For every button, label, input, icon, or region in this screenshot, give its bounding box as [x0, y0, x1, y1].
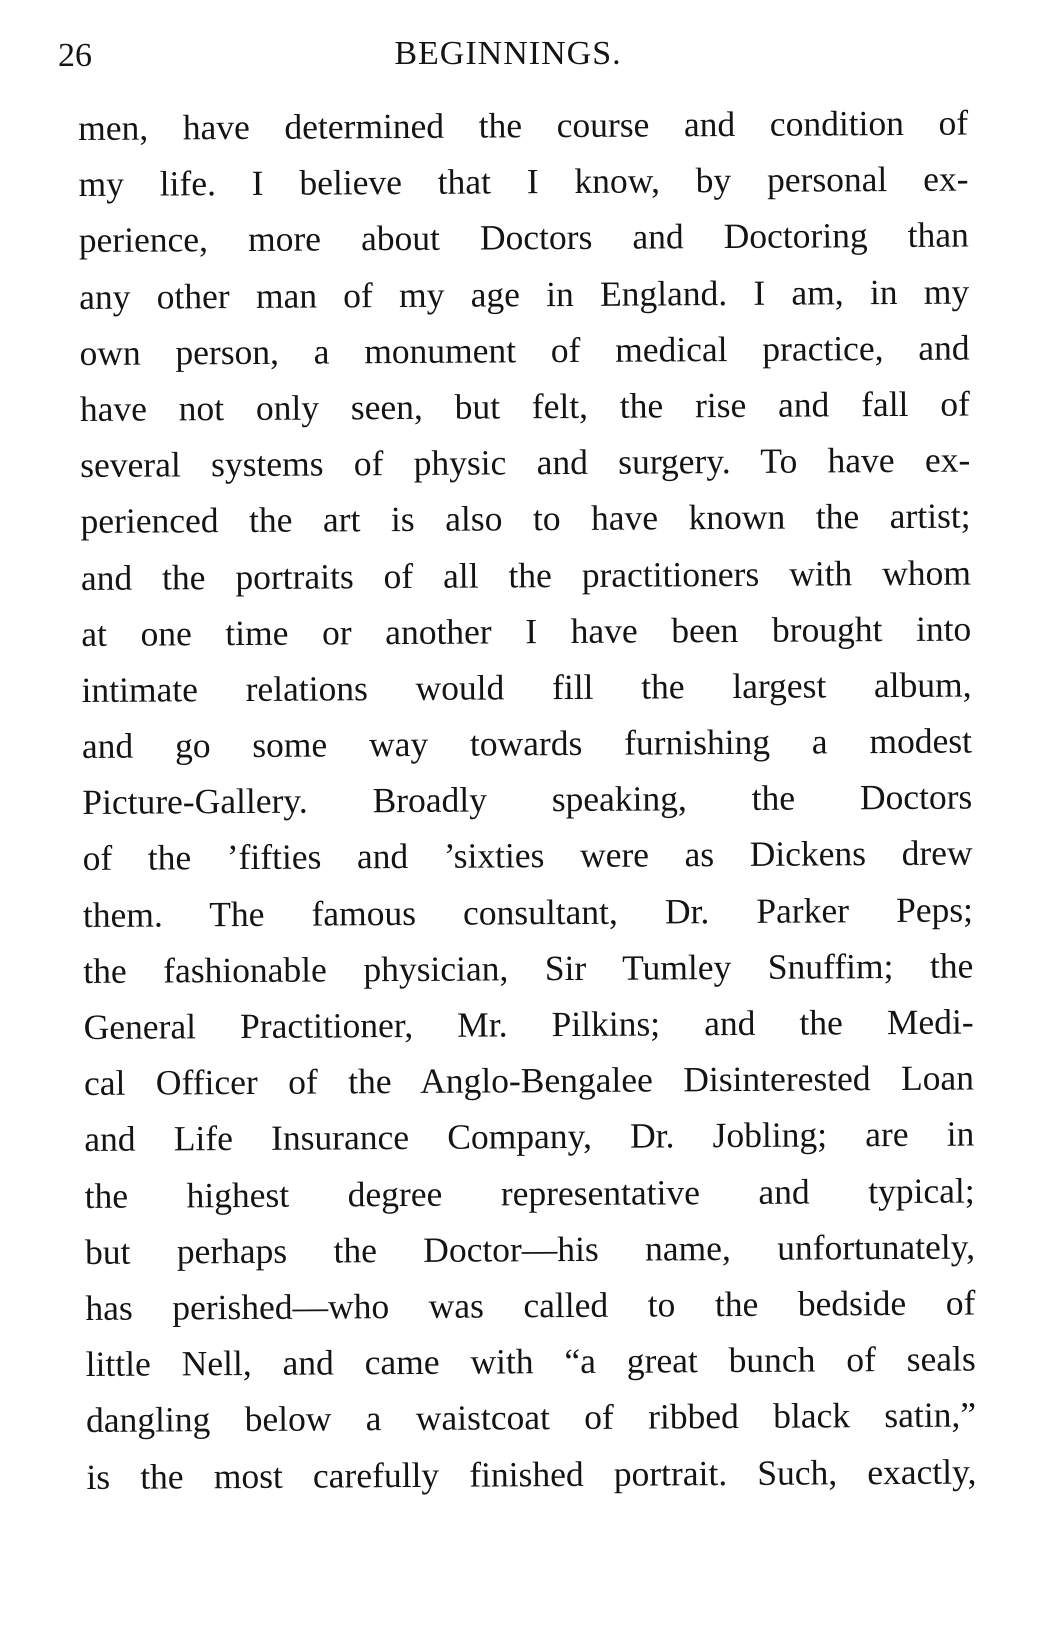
text-line: perienced the art is also to have known the artist; — [80, 495, 971, 542]
text-line: and the portraits of all the practitioners with whom — [80, 552, 972, 598]
body-text — [78, 95, 977, 1505]
text-line: my life. I believe that I know, by personal ex- — [78, 158, 969, 205]
text-line: General Practitioner, Mr. Pilkins; and the Medi- — [83, 1001, 974, 1047]
text-line: is the most carefully finished portrait. Such, exactly, — [86, 1451, 977, 1497]
text-line: and Life Insurance Company, Dr. Jobling; are in — [84, 1113, 975, 1160]
text-line: the fashionable physician, Sir Tumley Snuffim; the — [83, 945, 974, 991]
text-line: have not only seen, but felt, the rise and fall of — [79, 383, 970, 429]
text-line: Picture-Gallery. Broadly speaking, the Doctors — [82, 776, 973, 823]
text-line: men, have determined the course and condition of — [78, 102, 969, 148]
text-line: intimate relations would fill the largest album, — [81, 664, 972, 710]
text-line: them. The famous consultant, Dr. Parker Peps; — [82, 889, 974, 935]
text-line: and go some way towards furnishing a modest — [81, 720, 973, 767]
text-line: cal Officer of the Anglo-Bengalee Disinterested Loan — [83, 1057, 975, 1104]
page-header — [58, 26, 958, 86]
running-head: BEGINNINGS. — [394, 35, 622, 72]
text-line: but perhaps the Doctor—his name, unfortunately, — [84, 1226, 976, 1272]
page-number: 26 — [58, 37, 92, 74]
text-line: little Nell, and came with “a great bunch of seals — [85, 1338, 976, 1385]
text-line: perience, more about Doctors and Doctoring than — [78, 214, 969, 261]
text-line: the highest degree representative and typical; — [84, 1170, 975, 1216]
text-line: has perished—who was called to the bedside of — [85, 1282, 976, 1328]
text-line: at one time or another I have been brought into — [81, 608, 972, 654]
text-line: any other man of my age in England. I am, in my — [79, 271, 970, 317]
text-line: dangling below a waistcoat of ribbed black satin,” — [85, 1394, 977, 1441]
text-line: own person, a monument of medical practice, and — [79, 327, 970, 373]
text-line: of the ’fifties and ’sixties were as Dickens drew — [82, 832, 973, 879]
text-line: several systems of physic and surgery. To have ex- — [80, 439, 971, 486]
